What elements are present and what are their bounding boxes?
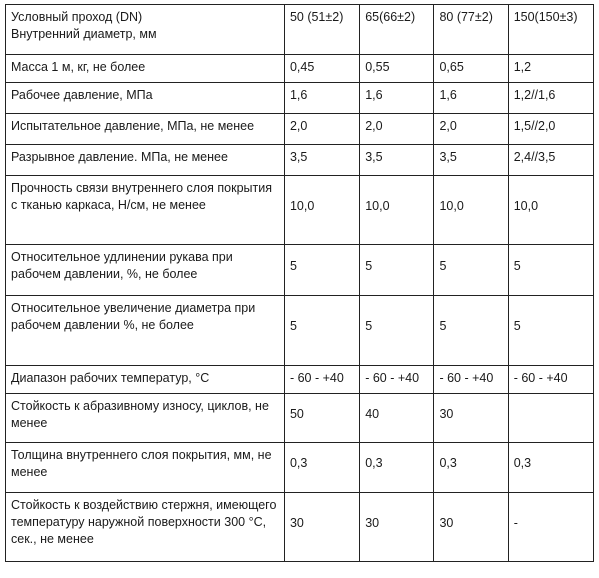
table-row: [6, 296, 594, 366]
value-cell: 2,0: [284, 114, 359, 145]
value-cell: 5: [508, 245, 593, 296]
value-cell: 30: [434, 394, 508, 443]
value-cell: 10,0: [434, 176, 508, 245]
value-cell: 0,45: [284, 55, 359, 83]
value-cell: 50: [284, 394, 359, 443]
value-cell: 0,3: [284, 443, 359, 493]
value-cell: 5: [284, 245, 359, 296]
value-cell: 5: [508, 296, 593, 366]
header-param-cell: Условный проход (DN) Внутренний диаметр, мм: [6, 5, 285, 55]
param-cell: Стойкость к абразивному износу, циклов, не менее: [6, 394, 285, 443]
table-row: [6, 394, 594, 443]
value-cell: 30: [360, 493, 434, 562]
value-cell: 1,2//1,6: [508, 83, 593, 114]
table-row: [6, 443, 594, 493]
table-row: [6, 245, 594, 296]
value-cell: 40: [360, 394, 434, 443]
param-cell: Испытательное давление, МПа, не менее: [6, 114, 285, 145]
header-dn80-cell: 80 (77±2): [434, 5, 508, 55]
value-cell: 2,0: [360, 114, 434, 145]
value-cell: 0,55: [360, 55, 434, 83]
param-cell: Стойкость к воздействию стержня, имеющего температуру наружной поверхности 300 °С, сек., не менее: [6, 493, 285, 562]
value-cell: 5: [434, 245, 508, 296]
header-dn150-cell: 150(150±3): [508, 5, 593, 55]
value-cell: 0,3: [508, 443, 593, 493]
param-cell: Диапазон рабочих температур, °С: [6, 366, 285, 394]
header-row: [6, 5, 594, 55]
value-cell: -: [508, 493, 593, 562]
value-cell: 5: [284, 296, 359, 366]
value-cell: 5: [360, 296, 434, 366]
header-dn50-cell: 50 (51±2): [284, 5, 359, 55]
table-row: [6, 176, 594, 245]
value-cell: 10,0: [284, 176, 359, 245]
value-cell: 0,65: [434, 55, 508, 83]
value-cell: 10,0: [508, 176, 593, 245]
value-cell: 0,3: [434, 443, 508, 493]
table-row: [6, 83, 594, 114]
value-cell: - 60 - +40: [434, 366, 508, 394]
value-cell: 2,4//3,5: [508, 145, 593, 176]
header-dn65-cell: 65(66±2): [360, 5, 434, 55]
value-cell: - 60 - +40: [508, 366, 593, 394]
value-cell: 1,5//2,0: [508, 114, 593, 145]
value-cell: 5: [360, 245, 434, 296]
value-cell: 0,3: [360, 443, 434, 493]
value-cell: 3,5: [434, 145, 508, 176]
value-cell: - 60 - +40: [284, 366, 359, 394]
table-row: [6, 145, 594, 176]
table-row: [6, 366, 594, 394]
value-cell: - 60 - +40: [360, 366, 434, 394]
param-cell: Прочность связи внутреннего слоя покрытия с тканью каркаса, Н/см, не менее: [6, 176, 285, 245]
param-cell: Относительное удлинении рукава при рабочем давлении, %, не более: [6, 245, 285, 296]
param-cell: Рабочее давление, МПа: [6, 83, 285, 114]
table-row: [6, 55, 594, 83]
value-cell: 5: [434, 296, 508, 366]
value-cell: 2,0: [434, 114, 508, 145]
table-row: [6, 114, 594, 145]
value-cell: 10,0: [360, 176, 434, 245]
param-cell: Масса 1 м, кг, не более: [6, 55, 285, 83]
value-cell: 3,5: [284, 145, 359, 176]
specifications-table: [5, 4, 594, 562]
value-cell: 1,6: [360, 83, 434, 114]
value-cell: 1,6: [434, 83, 508, 114]
param-cell: Разрывное давление. МПа, не менее: [6, 145, 285, 176]
value-cell: 3,5: [360, 145, 434, 176]
param-cell: Относительное увеличение диаметра при рабочем давлении %, не более: [6, 296, 285, 366]
param-cell: Толщина внутреннего слоя покрытия, мм, не менее: [6, 443, 285, 493]
value-cell: 30: [284, 493, 359, 562]
value-cell: 1,2: [508, 55, 593, 83]
value-cell: 30: [434, 493, 508, 562]
value-cell: [508, 394, 593, 443]
value-cell: 1,6: [284, 83, 359, 114]
table-row: [6, 493, 594, 562]
